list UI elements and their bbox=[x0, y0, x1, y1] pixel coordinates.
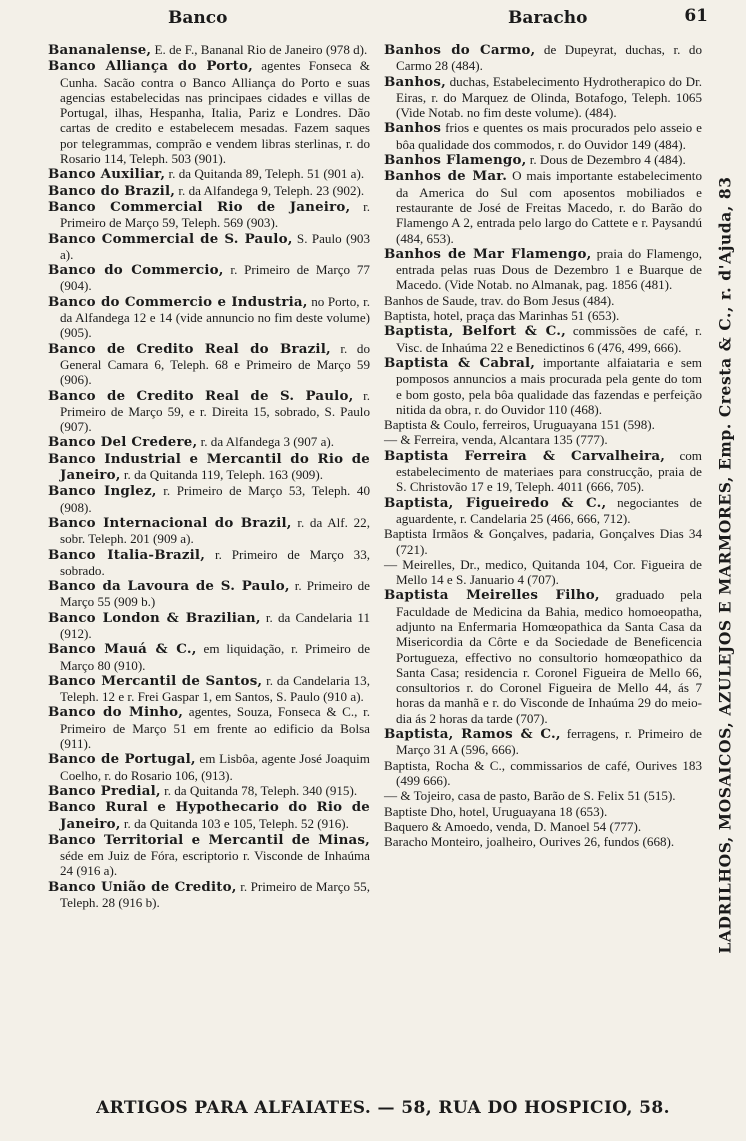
entry-text: r. da Alfandega 9, Teleph. 23 (902). bbox=[175, 182, 365, 198]
directory-entry bbox=[48, 751, 370, 783]
directory-entry bbox=[48, 483, 370, 515]
entry-text: r. Primeiro de Março 55 (909 b.) bbox=[60, 578, 370, 610]
entry-text: Baracho Monteiro, joalheiro, Ourives 26, fundos (668). bbox=[384, 834, 675, 850]
entry-name: Banco União de Credito, bbox=[48, 878, 237, 895]
entry-name: Banco Italia-Brazil, bbox=[48, 546, 206, 563]
entry-text: com estabelecimento de materiaes para construcção, praia de S. Christovão 17 e 19, Teleph. 4011 (666, 705). bbox=[396, 447, 702, 495]
directory-entry bbox=[48, 783, 370, 799]
directory-entry bbox=[384, 42, 702, 74]
directory-entry bbox=[384, 788, 702, 803]
entry-name: Baptista Meirelles Filho, bbox=[384, 587, 600, 604]
directory-entry bbox=[48, 879, 370, 911]
entry-name: Banco Internacional do Brazil, bbox=[48, 514, 292, 531]
entry-name: Banco do Commercio, bbox=[48, 262, 224, 279]
entry-text: r. Dous de Dezembro 4 (484). bbox=[526, 152, 686, 168]
entry-name: Banco Auxiliar, bbox=[48, 166, 166, 183]
entry-text: r. da Quitanda 89, Teleph. 51 (901 a). bbox=[165, 166, 365, 182]
directory-entry bbox=[48, 578, 370, 610]
entry-text: — Meirelles, Dr., medico, Quitanda 104, Cor. Figueira de Mello 14 e S. Januario 4 (707). bbox=[384, 556, 702, 588]
entry-text: r. Primeiro de Março 53, Teleph. 40 (908). bbox=[60, 483, 370, 515]
directory-entry bbox=[384, 495, 702, 527]
directory-entry bbox=[384, 448, 702, 495]
entry-name: Bananalense, bbox=[48, 42, 152, 58]
directory-entry bbox=[48, 388, 370, 435]
entry-name: Banco Mauá & C., bbox=[48, 641, 197, 658]
directory-entry bbox=[384, 557, 702, 588]
entry-text: r. Primeiro de Março 77 (904). bbox=[60, 262, 370, 294]
directory-entry bbox=[384, 120, 702, 152]
entry-name: Banhos de Mar. bbox=[384, 168, 508, 185]
entry-text: E. de F., Bananal Rio de Janeiro (978 d). bbox=[151, 42, 368, 57]
directory-entry bbox=[48, 799, 370, 832]
entry-text: r. Primeiro de Março 59, Teleph. 569 (903). bbox=[60, 198, 370, 231]
entry-text: Baptista & Coulo, ferreiros, Uruguayana 151 (598). bbox=[384, 417, 655, 433]
entry-name: Banco Predial, bbox=[48, 782, 161, 799]
left-column bbox=[48, 42, 370, 910]
entry-text: Baquero & Amoedo, venda, D. Manoel 54 (777). bbox=[384, 818, 642, 834]
entry-name: Banco Commercial Rio de Janeiro, bbox=[48, 198, 351, 215]
entry-name: Banco de Credito Real do Brazil, bbox=[48, 340, 331, 357]
directory-entry bbox=[384, 432, 702, 447]
directory-entry bbox=[384, 168, 702, 245]
entry-text: frios e quentes os mais procurados pelo asseio e bôa qualidade dos commodos, r. do Ouvidor 149 (484). bbox=[396, 120, 702, 152]
directory-entry bbox=[48, 199, 370, 231]
directory-entry bbox=[48, 341, 370, 388]
entry-text: de Dupeyrat, duchas, r. do Carmo 28 (484). bbox=[396, 42, 702, 74]
directory-entry bbox=[384, 293, 702, 308]
entry-text: r. da Alfandega 3 (907 a). bbox=[197, 434, 335, 450]
directory-entry bbox=[48, 58, 370, 166]
entry-text: r. da Quitanda 78, Teleph. 340 (915). bbox=[160, 782, 358, 798]
entry-text: agentes, Souza, Fonseca & C., r. Primeiro de Março 51 em frente ao edificio da Bolsa (911). bbox=[60, 704, 370, 752]
entry-text: S. Paulo (903 a). bbox=[60, 230, 371, 262]
entry-text: Baptiste Dho, hotel, Uruguayana 18 (653). bbox=[384, 803, 608, 819]
page-header bbox=[48, 6, 708, 32]
entry-text: r. Primeiro de Março 59, e r. Direita 15, sobrado, S. Paulo (907). bbox=[60, 387, 371, 435]
page-number: 61 bbox=[684, 6, 708, 26]
directory-entry bbox=[384, 758, 702, 789]
entry-text: — & Ferreira, venda, Alcantara 135 (777). bbox=[384, 432, 608, 448]
entry-text: Baptista, Rocha & C., commissarios de café, Ourives 183 (499 666). bbox=[384, 757, 702, 788]
entry-text: Baptista, hotel, praça das Marinhas 51 (653). bbox=[384, 308, 620, 324]
entry-text: agentes Fonseca & Cunha. Sacão contra o Banco Alliança do Porto e suas agencias estabelecidas nas principaes cidades e villas de Portugal, ilhas, Hespanha, Italia, Pariz e Londres. Dão cartas de credito e estabelecem mesadas. Fazem saques por telegrammas, comprão e vendem libras sterlinas, r. do Rosario 114, Teleph. 503 (901). bbox=[60, 58, 370, 167]
directory-entry bbox=[48, 42, 370, 58]
entry-text: duchas, Estabelecimento Hydrotherapico do Dr. Eiras, r. do Marquez de Olinda, Botafogo, Teleph. 1065 (Vide Notab. no fim deste volume). (484). bbox=[396, 73, 702, 121]
entry-name: Baptista & Cabral, bbox=[384, 354, 536, 371]
directory-entry bbox=[48, 515, 370, 547]
directory-entry bbox=[384, 526, 702, 557]
entry-name: Banhos, bbox=[384, 73, 446, 90]
directory-entry bbox=[48, 166, 370, 182]
footer-advertisement: ARTIGOS PARA ALFAIATES. — 58, RUA DO HOSPICIO, 58. bbox=[96, 1098, 670, 1118]
entry-name: Baptista Ferreira & Carvalheira, bbox=[384, 447, 666, 464]
directory-entry bbox=[48, 704, 370, 751]
entry-name: Baptista, Belfort & C., bbox=[384, 323, 566, 340]
entry-name: Banco de Credito Real de S. Paulo, bbox=[48, 387, 354, 404]
directory-entry bbox=[48, 434, 370, 450]
entry-name: Banco London & Brazilian, bbox=[48, 609, 261, 626]
entry-text: r. da Candelaria 11 (912). bbox=[60, 609, 370, 641]
header-left-keyword: Banco bbox=[168, 8, 228, 28]
entry-name: Banco Commercial de S. Paulo, bbox=[48, 230, 293, 247]
entry-name: Banco Del Credere, bbox=[48, 434, 198, 451]
side-advertisement bbox=[708, 40, 742, 1090]
entry-text: r. da Quitanda 119, Teleph. 163 (909). bbox=[120, 467, 323, 483]
side-advertisement-text: LADRILHOS, MOSAICOS, AZULEJOS E MARMORES, Emp. Cresta & C., r. d'Ajuda, 83 bbox=[715, 176, 735, 954]
directory-entry bbox=[384, 819, 702, 834]
directory-entry bbox=[48, 183, 370, 199]
entry-name: Baptista, Figueiredo & C., bbox=[384, 494, 607, 511]
entry-name: Banco Mercantil de Santos, bbox=[48, 672, 263, 689]
entry-text: praia do Flamengo, entrada pelas ruas Dous de Dezembro 1 e Buarque de Macedo. (Vide Notab. no Almanak, pag. 1856 (481). bbox=[396, 245, 702, 293]
entry-text: graduado pela Faculdade de Medicina da Bahia, medico homoeopatha, adjunto na Enfermaria Homœopathica da Santa Casa da Misericordia da Côrte e da Sociedade de Beneficencia Portugueza, effectivo no consultorio homœopathico da Santa Casa; residencia r. Coronel Figueira de Mello 66, consultorios r. do Coronel Figueira de Mello 44, ás 7 horas da manhã e r. do Visconde de Inhaúma 29 do meio-dia ás 2 horas da tarde (707). bbox=[396, 587, 702, 726]
entry-text: r. da Candelaria 13, Teleph. 12 e r. Frei Gaspar 1, em Santos, S. Paulo (910 a). bbox=[60, 672, 370, 705]
directory-entry bbox=[48, 231, 370, 263]
directory-entry bbox=[48, 673, 370, 705]
header-right-keyword: Baracho bbox=[508, 8, 588, 28]
right-column bbox=[384, 42, 702, 849]
entry-name: Banco Inglez, bbox=[48, 483, 157, 500]
entry-text: em Lisbôa, agente José Joaquim Coelho, r. do Rosario 106, (913). bbox=[60, 751, 370, 783]
entry-name: Banco do Brazil, bbox=[48, 182, 176, 199]
entry-text: Banhos de Saude, trav. do Bom Jesus (484). bbox=[384, 292, 615, 308]
entry-text: ferragens, r. Primeiro de Março 31 A (596, 666). bbox=[396, 726, 702, 758]
entry-name: Banhos bbox=[384, 120, 442, 137]
entry-text: O mais importante estabelecimento da America do Sul com aposentos mobiliados e restaurante de José de Freitas Macedo, r. do Barão do Flamengo A 2, entrada pelo largo do Cattete e r. Paysandú (484, 653). bbox=[396, 168, 702, 246]
directory-entry bbox=[384, 726, 702, 758]
directory-entry bbox=[384, 74, 702, 121]
entry-name: Baptista, Ramos & C., bbox=[384, 726, 561, 743]
entry-text: r. da Quitanda 103 e 105, Teleph. 52 (916). bbox=[120, 815, 349, 831]
entry-text: r. Primeiro de Março 33, sobrado. bbox=[60, 546, 371, 578]
entry-name: Banco Industrial e Mercantil do Rio de Janeiro, bbox=[48, 450, 370, 484]
entry-name: Banco Territorial e Mercantil de Minas, bbox=[48, 831, 370, 848]
directory-entry bbox=[48, 547, 370, 579]
entry-text: r. da Alf. 22, sobr. Teleph. 201 (909 a). bbox=[60, 514, 370, 547]
entry-name: Banhos do Carmo, bbox=[384, 42, 536, 58]
directory-entry bbox=[384, 308, 702, 323]
entry-name: Banco do Minho, bbox=[48, 704, 184, 721]
directory-entry bbox=[384, 804, 702, 819]
entry-name: Banco do Commercio e Industria, bbox=[48, 293, 308, 310]
directory-entry bbox=[48, 832, 370, 879]
directory-entry bbox=[48, 610, 370, 642]
directory-entry bbox=[384, 587, 702, 726]
entry-text: negociantes de aguardente, r. Candelaria 25 (466, 666, 712). bbox=[396, 494, 702, 526]
directory-entry bbox=[48, 641, 370, 673]
directory-entry bbox=[384, 355, 702, 417]
entry-name: Banco Rural e Hypothecario do Rio de Janeiro, bbox=[48, 799, 370, 832]
entry-text: Baptista Irmãos & Gonçalves, padaria, Gonçalves Dias 34 (721). bbox=[384, 526, 702, 557]
directory-entry bbox=[48, 294, 370, 341]
entry-name: Banhos de Mar Flamengo, bbox=[384, 245, 592, 262]
entry-name: Banco da Lavoura de S. Paulo, bbox=[48, 578, 290, 595]
directory-entry bbox=[48, 262, 370, 294]
directory-entry bbox=[384, 417, 702, 432]
entry-text: importante alfaiataria e sem pomposos annuncios a mais procurada pela gente do tom e bom gosto, pela bôa qualidade das fazendas e perfeição nitida da obra, r. do Ouvidor 110 (468). bbox=[396, 354, 702, 417]
entry-name: Banco Alliança do Porto, bbox=[48, 58, 254, 75]
entry-text: r. Primeiro de Março 55, Teleph. 28 (916 b). bbox=[60, 878, 370, 911]
entry-name: Banco de Portugal, bbox=[48, 751, 196, 768]
entry-text: r. do General Camara 6, Teleph. 68 e Primeiro de Março 59 (906). bbox=[60, 340, 370, 388]
directory-entry bbox=[384, 323, 702, 355]
entry-text: no Porto, r. da Alfandega 12 e 14 (vide annuncio no fim deste volume) (905). bbox=[60, 293, 370, 341]
entry-name: Banhos Flamengo, bbox=[384, 152, 527, 169]
directory-entry bbox=[384, 834, 702, 849]
entry-text: séde em Juiz de Fóra, escriptorio r. Visconde de Inhaúma 24 (916 a). bbox=[60, 848, 370, 879]
entry-text: commissões de café, r. Visc. de Inhaúma 22 e Benedictinos 6 (476, 499, 666). bbox=[396, 323, 702, 355]
entry-text: em liquidação, r. Primeiro de Março 80 (910). bbox=[60, 641, 371, 673]
entry-text: — & Tojeiro, casa de pasto, Barão de S. Felix 51 (515). bbox=[384, 788, 676, 804]
directory-entry bbox=[384, 152, 702, 168]
directory-entry bbox=[48, 451, 370, 484]
directory-entry bbox=[384, 246, 702, 293]
